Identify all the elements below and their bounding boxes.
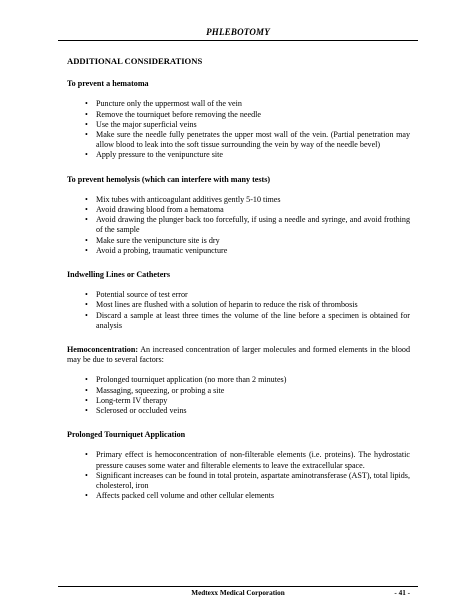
hemoconcentration-term: Hemoconcentration: — [67, 345, 139, 355]
list-item: • Make sure the needle fully penetrates the upper most wall of the vein. (Partial penetration may allow blood to leak into the soft tissue surrounding the vein by way of the needle bevel) — [67, 130, 410, 150]
list-item: • Massaging, squeezing, or probing a site — [67, 386, 410, 396]
list-item: • Significant increases can be found in total protein, aspartate aminotransferase (AST), total lipids, cholesterol, iron — [67, 471, 410, 491]
list-item: • Remove the tourniquet before removing the needle — [67, 110, 410, 120]
list-item: • Avoid a probing, traumatic venipuncture — [67, 246, 410, 256]
list-item: • Puncture only the uppermost wall of the vein — [67, 99, 410, 109]
list-item: • Prolonged tourniquet application (no more than 2 minutes) — [67, 375, 410, 385]
hematoma-heading: To prevent a hematoma — [67, 79, 149, 89]
hemoconcentration-paragraph — [67, 345, 410, 365]
list-item: • Avoid drawing blood from a hematoma — [67, 205, 410, 215]
list-item: • Most lines are flushed with a solution of heparin to reduce the risk of thrombosis — [67, 300, 410, 310]
page-content — [67, 56, 410, 516]
footer-divider — [58, 586, 418, 587]
hemolysis-heading: To prevent hemolysis (which can interfere with many tests) — [67, 174, 271, 184]
hemoconcentration-text: An increased concentration of larger molecules and formed elements in the blood may be due to several factors: — [67, 345, 410, 365]
list-item: • Avoid drawing the plunger back too forcefully, if using a needle and syringe, and avoid frothing of the sample — [67, 215, 410, 235]
tourniquet-heading: Prolonged Tourniquet Application — [67, 430, 186, 440]
indwelling-list — [67, 290, 410, 331]
list-item: • Discard a sample at least three times the volume of the line before a specimen is obtained for analysis — [67, 311, 410, 331]
list-item: • Primary effect is hemoconcentration of non-filterable elements (i.e. proteins). The hydrostatic pressure causes some water and filterable elements to leave the extracellular space. — [67, 450, 410, 470]
list-item: • Potential source of test error — [67, 290, 410, 300]
section-title: ADDITIONAL CONSIDERATIONS — [67, 56, 203, 66]
indwelling-heading: Indwelling Lines or Catheters — [67, 270, 171, 280]
list-item: • Affects packed cell volume and other cellular elements — [67, 491, 410, 501]
list-item: • Mix tubes with anticoagulant additives gently 5-10 times — [67, 195, 410, 205]
tourniquet-list — [67, 450, 410, 501]
list-item: • Long-term IV therapy — [67, 396, 410, 406]
page-number: - 41 - — [394, 589, 410, 597]
header-title: PHLEBOTOMY — [206, 27, 270, 37]
hematoma-list — [67, 99, 410, 160]
list-item: • Sclerosed or occluded veins — [67, 406, 410, 416]
header-divider — [58, 40, 418, 41]
list-item: • Make sure the venipuncture site is dry — [67, 236, 410, 246]
list-item: • Apply pressure to the venipuncture site — [67, 150, 410, 160]
hemolysis-list — [67, 195, 410, 256]
footer-company: Medtexx Medical Corporation — [191, 589, 285, 597]
list-item: • Use the major superficial veins — [67, 120, 410, 130]
hemoconcentration-list — [67, 375, 410, 416]
